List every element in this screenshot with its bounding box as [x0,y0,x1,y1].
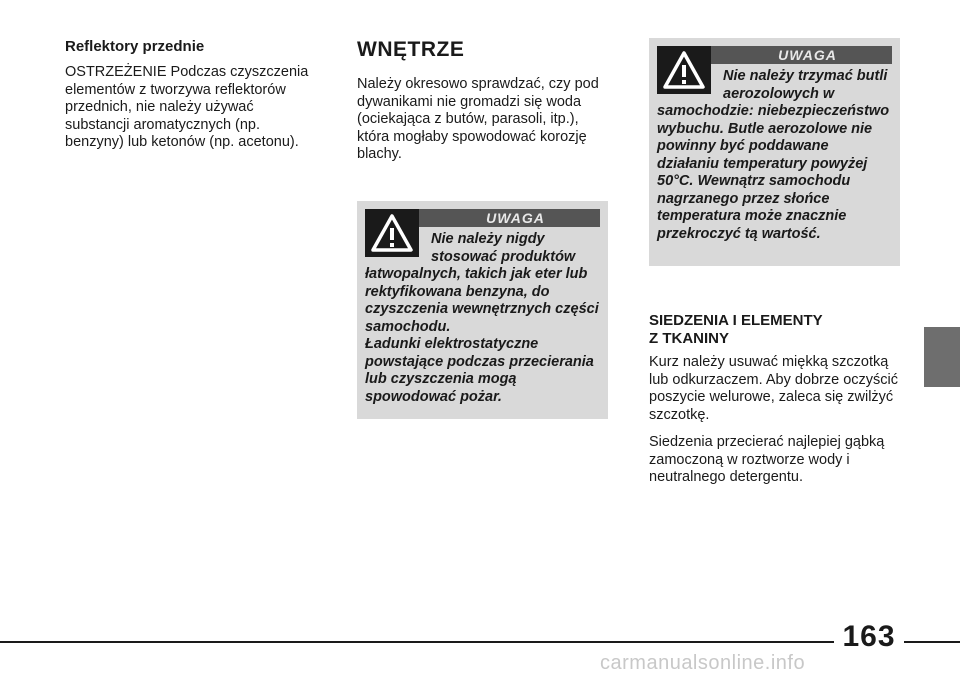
seats-text-2: Siedzenia przecierać najlepiej gąbką zamoczoną w roztworze wody i neutralnego detergentu. [649,434,885,485]
warning-box-aerosol [649,38,900,266]
interior-heading: WNĘTRZE [357,38,465,61]
seats-heading-line2: Z TKANINY [649,330,729,347]
warning-triangle-icon [657,46,711,94]
warning-text: Nie należy trzymać butli aerozolowych w samochodzie: niebezpieczeństwo wybuchu. Butle aerozolowe nie powinny być poddawane działaniu temperatury powyżej 50°C. Wewnątrz samochodu nagrzanego przez słońce temperatura może znacznie przekroczyć tą wartość. [657,68,890,242]
warning-label: UWAGA [657,46,892,64]
warning-text: Nie należy nigdy stosować produktów łatwopalnych, takich jak eter lub rektyfikowana benzyna, do czyszczenia wewnętrznych części samochodu. Ładunki elektrostatyczne powstające podczas przecierania lub czyszczenia mogą spowodować pożar. [365,231,599,405]
warning-box-flammable [357,201,608,419]
chapter-tab [924,327,960,387]
middle-column [357,38,607,174]
watermark: carmanualsonline.info [600,652,806,674]
warning-triangle-icon [365,209,419,257]
page-number: 163 [834,620,904,654]
right-column [649,312,901,497]
left-column [65,38,317,162]
headlights-heading: Reflektory przednie [65,38,205,55]
warning-label: UWAGA [365,209,600,227]
interior-text: Należy okresowo sprawdzać, czy pod dywanikami nie gromadzi się woda (ociekająca z butów, parasoli, itp.), która mogłaby spowodować korozję blachy. [357,76,599,162]
seats-text-1: Kurz należy usuwać miękką szczotką lub odkurzaczem. Aby dobrze oczyścić poszycie welurowe, zaleca się zwilżyć szczotkę. [649,354,899,423]
headlights-text: OSTRZEŻENIE Podczas czyszczenia elementów z tworzywa reflektorów przednich, nie należy używać substancji aromatycznych (np. benzyny) lub ketonów (np. acetonu). [65,64,309,150]
seats-heading-line1: SIEDZENIA I ELEMENTY [649,312,823,329]
footer-rule [0,641,960,643]
seats-heading [649,312,901,348]
